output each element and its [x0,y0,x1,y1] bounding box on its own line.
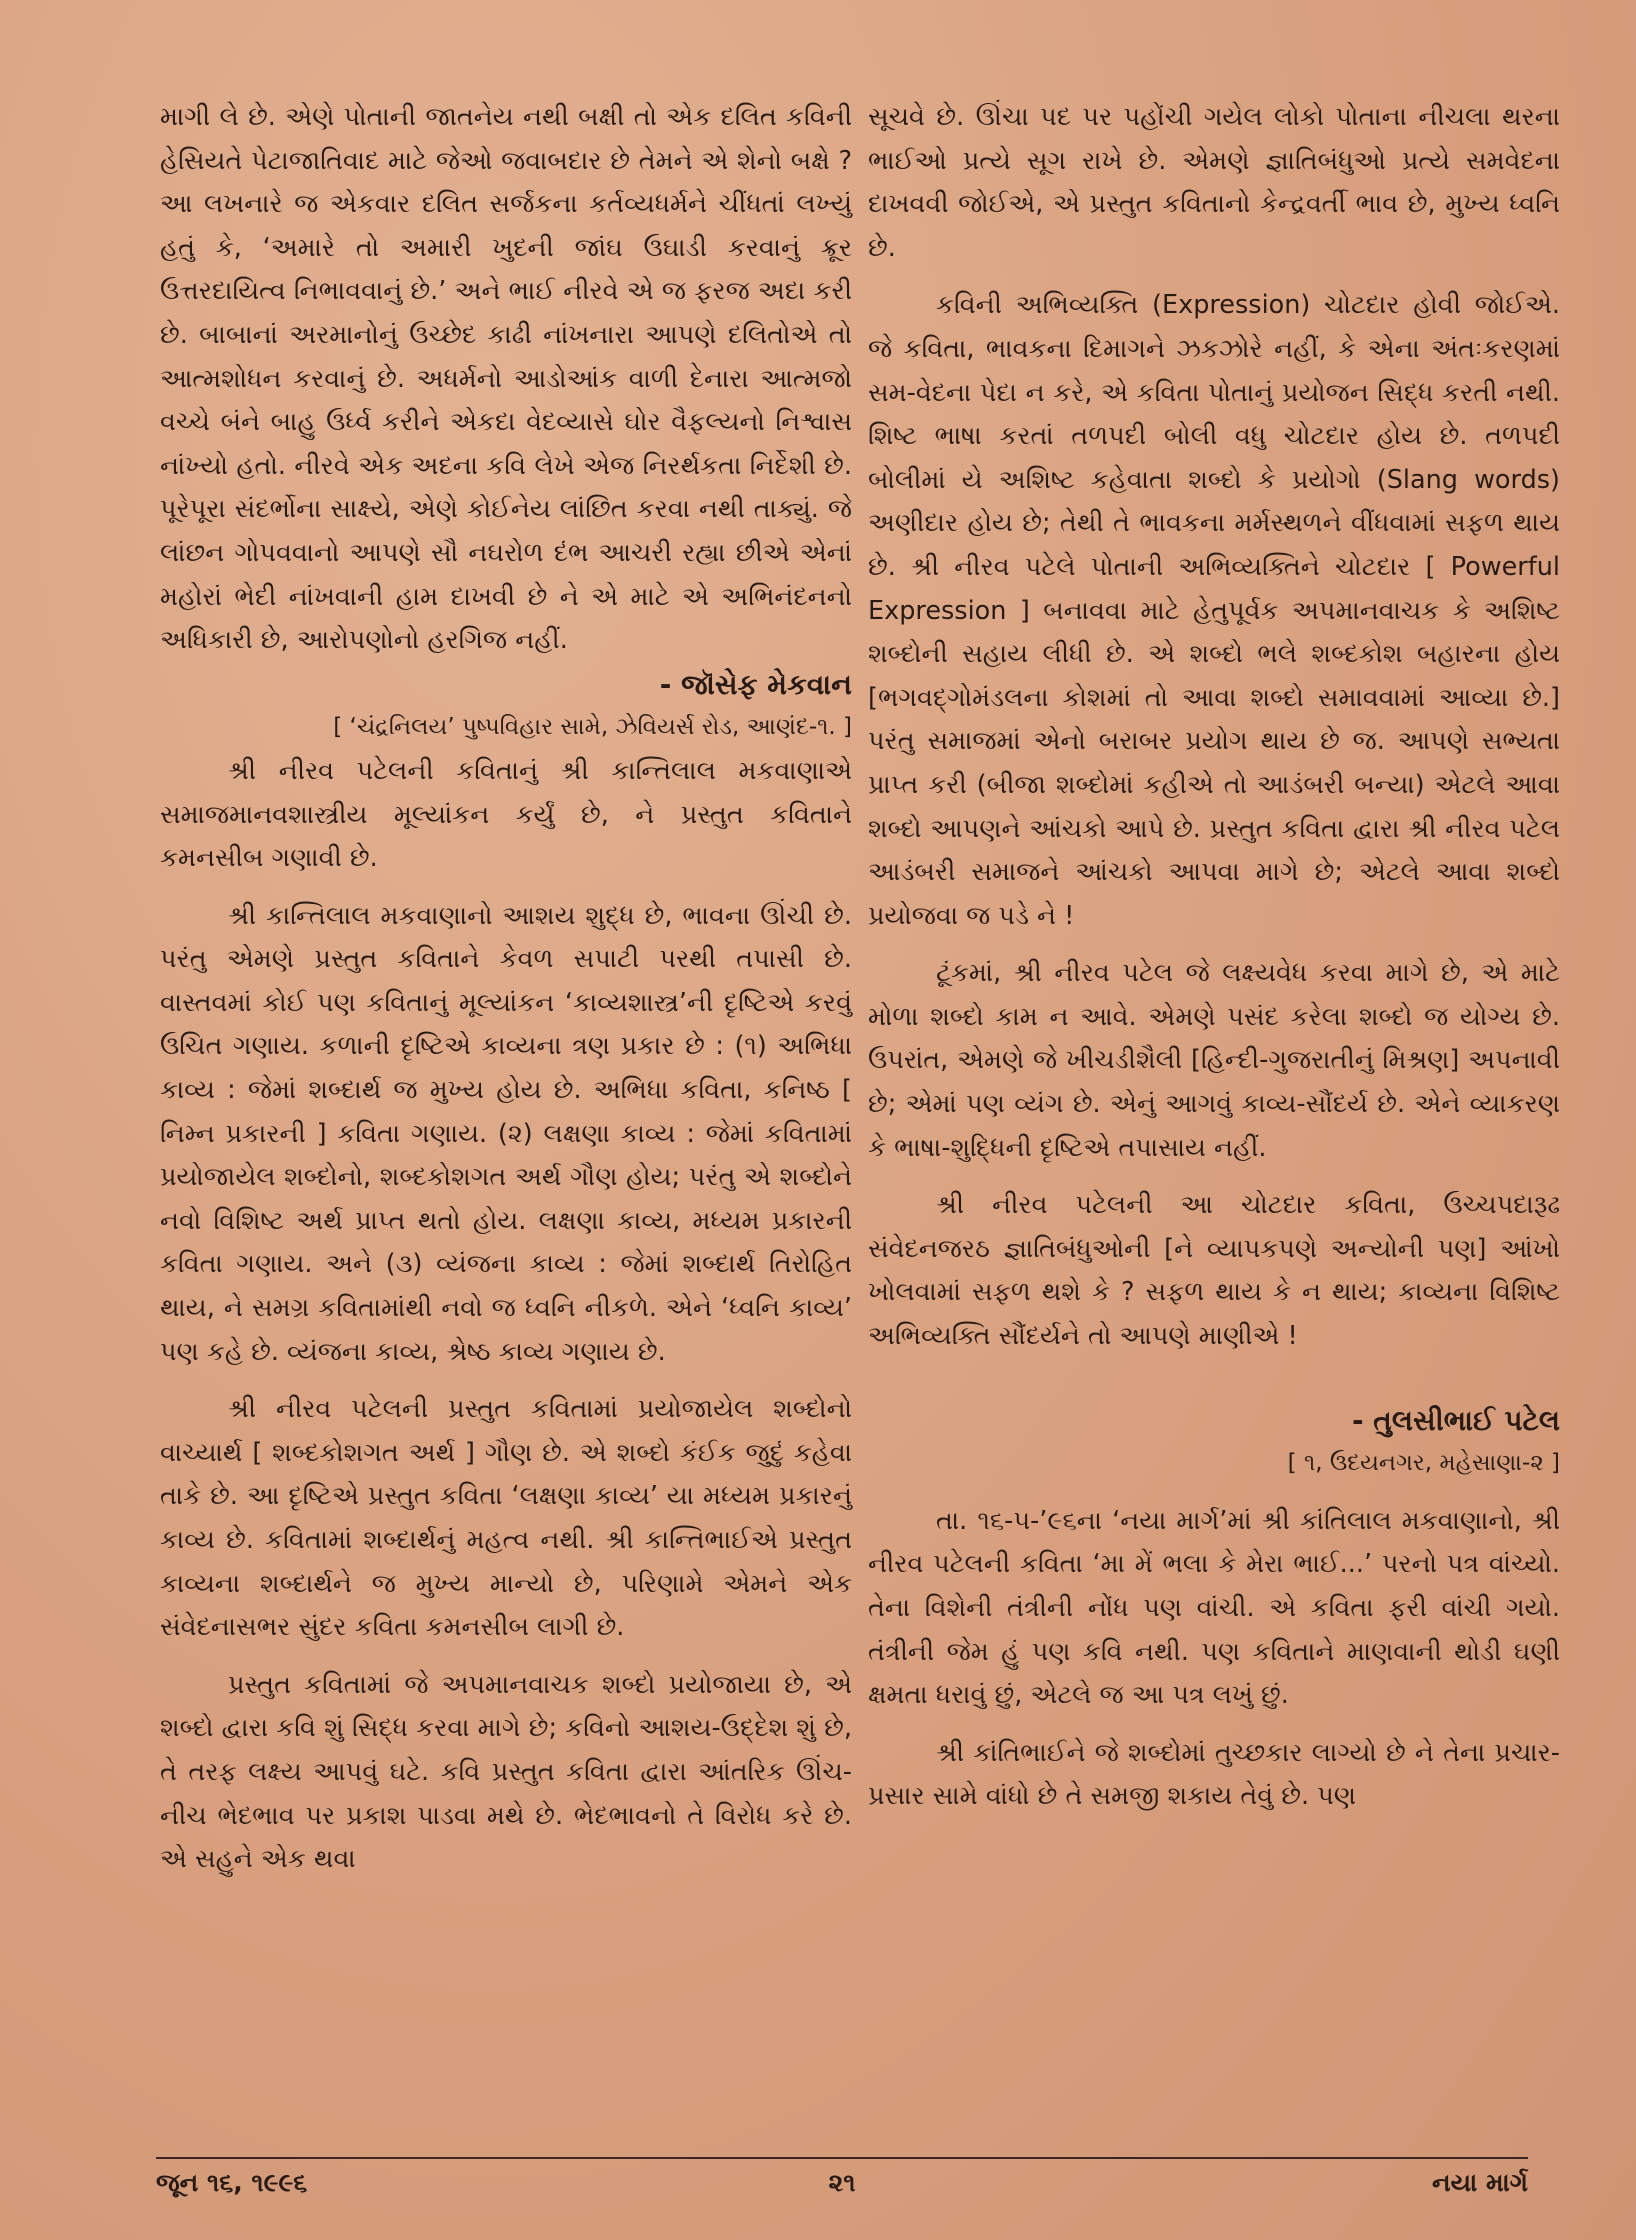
footer-divider [156,2157,1528,2159]
paragraph: શ્રી નીરવ પટેલની આ ચોટદાર કવિતા, ઉચ્ચપદારૂઢ સંવેદનજરઠ જ્ઞાતિબંધુઓની [ને વ્યાપકપણે અન્યોની પણ] આંખો ખોલવામાં સફળ થશે કે ? સફળ થાય કે ન થાય; કાવ્યના વિશિષ્ટ અભિવ્યક્તિ સૌંદર્યને તો આપણે માણીએ ! [868,1190,1560,1352]
footer-publication-name: નયા માર્ગ [1432,2168,1528,2197]
paragraph: શ્રી નીરવ પટેલની પ્રસ્તુત કવિતામાં પ્રયોજાયેલ શબ્દોનો વાચ્યાર્થ [ શબ્દકોશગત અર્થ ] ગૌણ છે. એ શબ્દો કંઈક જુદું કહેવા તાકે છે. આ દૃષ્ટિએ પ્રસ્તુત કવિતા ‘લક્ષણા કાવ્ય’ યા મધ્યમ પ્રકારનું કાવ્ય છે. કવિતામાં શબ્દાર્થનું મહત્વ નથી. શ્રી કાન્તિભાઈએ પ્રસ્તુત કાવ્યના શબ્દાર્થને જ મુખ્ય માન્યો છે, પરિણામે એમને એક સંવેદનાસભર સુંદર કવિતા કમનસીબ લાગી છે. [160,1394,852,1643]
paragraph: પ્રસ્તુત કવિતામાં જે અપમાનવાચક શબ્દો પ્રયોજાયા છે, એ શબ્દો દ્વારા કવિ શું સિદ્ધ કરવા માગે છે; કવિનો આશય-ઉદ્દેશ શું છે, તે તરફ લક્ષ્ય આપવું ઘટે. કવિ પ્રસ્તુત કવિતા દ્વારા આંતરિક ઊંચ-નીચ ભેદભાવ પર પ્રકાશ પાડવા મથે છે. ભેદભાવનો તે વિરોધ કરે છે. એ સહુને એક થવા [160,1669,852,1875]
paragraph: શ્રી કાન્તિલાલ મકવાણાનો આશય શુદ્ધ છે, ભાવના ઊંચી છે. પરંતુ એમણે પ્રસ્તુત કવિતાને કેવળ સપાટી પરથી તપાસી છે. વાસ્તવમાં કોઈ પણ કવિતાનું મૂલ્યાંકન ‘કાવ્યશાસ્ત્ર’ની દૃષ્ટિએ કરવું ઉચિત ગણાય. કળાની દૃષ્ટિએ કાવ્યના ત્રણ પ્રકાર છે : (૧) અભિધા કાવ્ય : જેમાં શબ્દાર્થ જ મુખ્ય હોય છે. અભિધા કવિતા, કનિષ્ઠ [ નિમ્ન પ્રકારની ] કવિતા ગણાય. (૨) લક્ષણા કાવ્ય : જેમાં કવિતામાં પ્રયોજાયેલ શબ્દોનો, શબ્દકોશગત અર્થ ગૌણ હોય; પરંતુ એ શબ્દોને નવો વિશિષ્ટ અર્થ પ્રાપ્ત થતો હોય. લક્ષણા કાવ્ય, મધ્યમ પ્રકારની કવિતા ગણાય. અને (૩) વ્યંજના કાવ્ય : જેમાં શબ્દાર્થ તિરોહિત થાય, ને સમગ્ર કવિતામાંથી નવો જ ધ્વનિ નીકળે. એને ‘ધ્વનિ કાવ્ય’ પણ કહે છે. વ્યંજના કાવ્ય, શ્રેષ્ઠ કાવ્ય ગણાય છે. [160,900,852,1367]
right-column [868,96,1560,1819]
paragraph: ટૂંકમાં, શ્રી નીરવ પટેલ જે લક્ષ્યવેધ કરવા માગે છે, એ માટે મોળા શબ્દો કામ ન આવે. એમણે પસંદ કરેલા શબ્દો જ યોગ્ય છે. ઉપરાંત, એમણે જે ખીચડીશૈલી [હિન્દી-ગુજરાતીનું મિશ્રણ] અપનાવી છે; એમાં પણ વ્યંગ છે. એનું આગવું કાવ્ય-સૌંદર્ય છે. એને વ્યાકરણ કે ભાષા-શુદ્ધિની દૃષ્ટિએ તપાસાય નહીં. [868,958,1560,1163]
author-address-2: [ ૧, ઉદયનગર, મહેસાણા-૨ ] [1287,1450,1560,1477]
paragraph-continuation: માગી લે છે. એણે પોતાની જાતનેય નથી બક્ષી તો એક દલિત કવિની હેસિયતે પેટાજાતિવાદ માટે જેઓ જવાબદાર છે તેમને એ શેનો બક્ષે ? આ લખનારે જ એકવાર દલિત સર્જકના કર્તવ્યધર્મને ચીંધતાં લખ્યું હતું કે, ‘અમારે તો અમારી ખુદની જાંઘ ઉઘાડી કરવાનું ક્રૂર ઉત્તરદાયિત્વ નિભાવવાનું છે.’ અને ભાઈ નીરવે એ જ ફરજ અદા કરી છે. બાબાનાં અરમાનોનું ઉચ્છેદ કાઢી નાંખનારા આપણે દલિતોએ તો આત્મશોધન કરવાનું છે. અધર્મનો આડોઆંક વાળી દેનારા આત્મજો વચ્ચે બંને બાહુ ઉર્ધ્વ કરીને એકદા વેદવ્યાસે ઘોર વૈફલ્યનો નિશ્વાસ નાંખ્યો હતો. નીરવે એક અદના કવિ લેખે એજ નિરર્થકતા નિર્દેશી છે. પૂરેપૂરા સંદર્ભોના સાક્ષ્યે, એણે કોઈનેય લાંછિત કરવા નથી તાક્યું. જે લાંછન ગોપવવાનો આપણે સૌ નઘરોળ દંભ આચરી રહ્યા છીએ એનાં મહોરાં ભેદી નાંખવાની હામ દાખવી છે ને એ માટે એ અભિનંદનનો અધિકારી છે, આરોપણોનો હરગિજ નહીં. [160,102,852,656]
author-signature-joseph-macwan: - જૉસેફ મેકવાન [659,667,852,701]
paragraph: કવિની અભિવ્યક્તિ (Expression) ચોટદાર હોવી જોઈએ. જે કવિતા, ભાવકના દિમાગને ઝકઝોરે નહીં, કે એના અંતઃકરણમાં સમ-વેદના પેદા ન કરે, એ કવિતા પોતાનું પ્રયોજન સિદ્ધ કરતી નથી. શિષ્ટ ભાષા કરતાં તળપદી બોલી વધુ ચોટદાર હોય છે. તળપદી બોલીમાં યે અશિષ્ટ કહેવાતા શબ્દો કે પ્રયોગો (Slang words) અણીદાર હોય છે; તેથી તે ભાવકના મર્મસ્થળને વીંધવામાં સફળ થાય છે. શ્રી નીરવ પટેલે પોતાની અભિવ્યક્તિને ચોટદાર [ Powerful Expression ] બનાવવા માટે હેતુપૂર્વક અપમાનવાચક કે અશિષ્ટ શબ્દોની સહાય લીધી છે. એ શબ્દો ભલે શબ્દકોશ બહારના હોય [ભગવદ્ગોમંડલના કોશમાં તો આવા શબ્દો સમાવવામાં આવ્યા છે.] પરંતુ સમાજમાં એનો બરાબર પ્રયોગ થાય છે જ. આપણે સભ્યતા પ્રાપ્ત કરી (બીજા શબ્દોમાં કહીએ તો આડંબરી બન્યા) એટલે આવા શબ્દો આપણને આંચકો આપે છે. પ્રસ્તુત કવિતા દ્વારા શ્રી નીરવ પટેલ આડંબરી સમાજને આંચકો આપવા માગે છે; એટલે આવા શબ્દો પ્રયોજવા જ પડે ને ! [868,290,1560,931]
footer-date: જૂન ૧૬, ૧૯૯૬ [156,2168,308,2197]
page-footer [156,2168,1528,2208]
left-column [160,96,852,1882]
paragraph: શ્રી કાંતિભાઈને જે શબ્દોમાં તુચ્છકાર લાગ્યો છે ને તેના પ્રચાર-પ્રસાર સામે વાંધો છે તે સમજી શકાય તેવું છે. પણ [868,1737,1560,1812]
paragraph-continuation: સૂચવે છે. ઊંચા પદ પર પહોંચી ગયેલ લોકો પોતાના નીચલા થરના ભાઈઓ પ્રત્યે સૂગ રાખે છે. એમણે જ્ઞાતિબંધુઓ પ્રત્યે સમવેદના દાખવવી જોઈએ, એ પ્રસ્તુત કવિતાનો કેન્દ્રવર્તી ભાવ છે, મુખ્ય ધ્વનિ છે. [868,102,1560,263]
author-address-1: [ ‘ચંદ્રનિલય’ પુષ્પવિહાર સામે, ઝેવિયર્સ રોડ, આણંદ-૧. ] [333,714,852,741]
paragraph: શ્રી નીરવ પટેલની કવિતાનું શ્રી કાન્તિલાલ મકવાણાએ સમાજમાનવશાસ્ત્રીય મૂલ્યાંકન કર્યું છે, ને પ્રસ્તુત કવિતાને કમનસીબ ગણાવી છે. [160,755,852,874]
author-signature-tulsibhai-patel: - તુલસીભાઈ પટેલ [1351,1403,1560,1437]
paragraph: તા. ૧૬-૫-’૯૬ના ‘નયા માર્ગ’માં શ્રી કાંતિલાલ મકવાણાનો, શ્રી નીરવ પટેલની કવિતા ‘મા મેં ભલા કે મેરા ભાઈ...’ પરનો પત્ર વાંચ્યો. તેના વિશેની તંત્રીની નોંધ પણ વાંચી. એ કવિતા ફરી વાંચી ગયો. તંત્રીની જેમ હું પણ કવિ નથી. પણ કવિતાને માણવાની થોડી ઘણી ક્ષમતા ધરાવું છું, એટલે જ આ પત્ર લખું છું. [868,1505,1560,1711]
footer-page-number: ૨૧ [828,2168,856,2197]
